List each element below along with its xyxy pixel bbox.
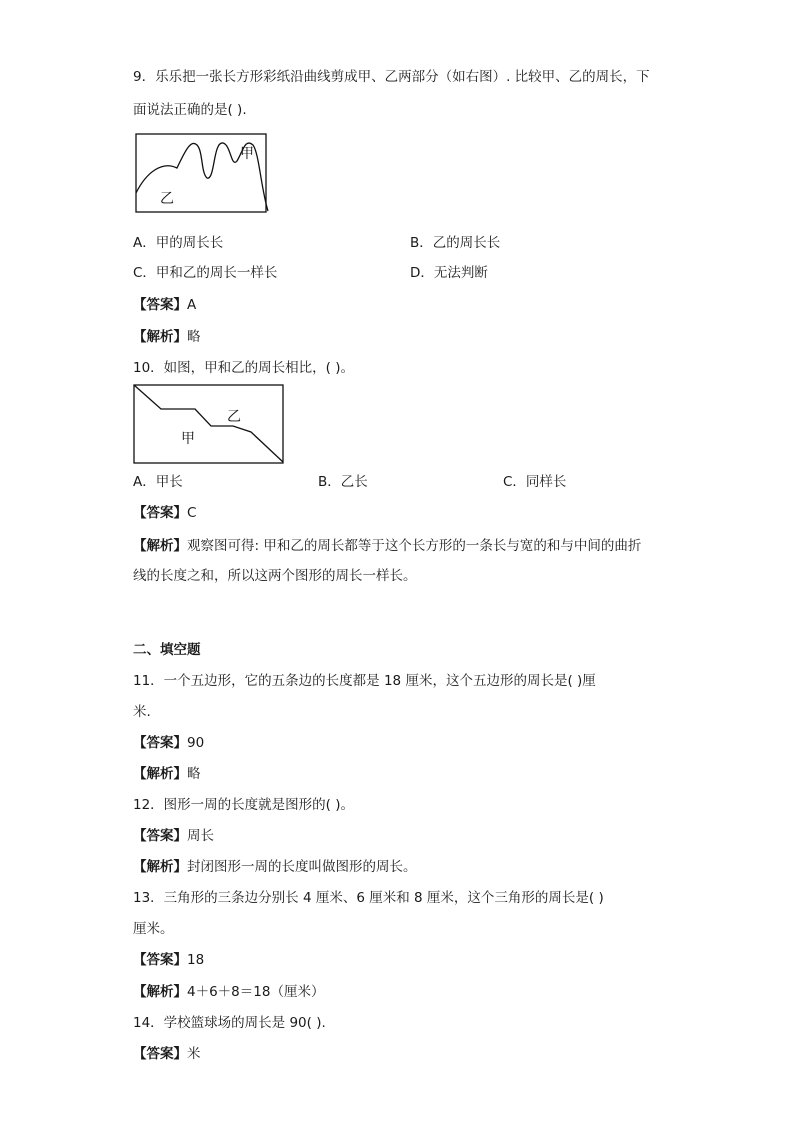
analysis-text: 封闭图形一周的长度叫做图形的周长。 [187,859,417,875]
q9-option-c: C．甲和乙的周长一样长 [133,265,278,281]
q10-text: 10．如图，甲和乙的周长相比，( )。 [133,360,355,376]
q12-text: 12．图形一周的长度就是图形的( )。 [133,797,355,813]
q13-text-line1: 13．三角形的三条边分别长 4 厘米、6 厘米和 8 厘米，这个三角形的周长是( ) [133,890,604,906]
q14-text: 14．学校篮球场的周长是 90( ). [133,1015,326,1031]
q12-answer [133,827,214,845]
analysis-tag: 【解析】 [133,766,187,782]
answer-value: 90 [187,735,205,751]
q9-label-yi: 乙 [160,191,174,207]
answer-tag: 【答案】 [133,297,187,313]
analysis-text: 略 [187,329,201,345]
analysis-tag: 【解析】 [133,538,187,554]
q14-answer [133,1045,201,1063]
q9-option-b: B．乙的周长长 [410,235,501,251]
q9-text-line2: 面说法正确的是( ). [133,102,247,118]
analysis-tag: 【解析】 [133,859,187,875]
q9-label-jia: 甲 [240,146,254,162]
q10-answer [133,504,196,522]
q9-figure [135,133,269,213]
q11-text-line2: 米. [133,704,151,720]
q10-label-yi: 乙 [227,409,241,425]
q9-option-d: D．无法判断 [410,265,488,281]
q10-option-a: A．甲长 [133,474,183,490]
q9-answer [133,296,196,314]
q10-figure [133,384,285,466]
q12-analysis [133,858,417,876]
q9-analysis [133,328,201,346]
answer-value: 18 [187,952,205,968]
q9-text-line1: 9．乐乐把一张长方形彩纸沿曲线剪成甲、乙两部分（如右图）. 比较甲、乙的周长，下 [133,69,650,85]
q11-answer [133,734,204,752]
answer-tag: 【答案】 [133,828,187,844]
answer-tag: 【答案】 [133,952,187,968]
q13-answer [133,951,204,969]
q9-option-a: A．甲的周长长 [133,235,224,251]
analysis-tag: 【解析】 [133,984,187,1000]
q10-option-c: C．同样长 [503,474,567,490]
answer-tag: 【答案】 [133,1046,187,1062]
q10-label-jia: 甲 [181,431,195,447]
answer-value: C [187,505,197,521]
q13-text-line2: 厘米。 [133,921,174,937]
q11-text-line1: 11．一个五边形，它的五条边的长度都是 18 厘米，这个五边形的周长是( )厘 [133,673,596,689]
answer-tag: 【答案】 [133,505,187,521]
answer-value: A [187,297,197,313]
analysis-tag: 【解析】 [133,329,187,345]
q13-analysis [133,983,324,1001]
analysis-text: 4＋6＋8＝18（厘米） [187,984,325,1000]
analysis-text: 观察图可得: 甲和乙的周长都等于这个长方形的一条长与宽的和与中间的曲折 [187,538,642,554]
analysis-text: 略 [187,766,201,782]
q10-analysis-line2: 线的长度之和，所以这两个图形的周长一样长。 [133,568,417,584]
q10-option-b: B．乙长 [318,474,368,490]
answer-value: 米 [187,1046,201,1062]
q11-analysis [133,765,201,783]
answer-tag: 【答案】 [133,735,187,751]
answer-value: 周长 [187,828,214,844]
q10-analysis-line1 [133,537,641,555]
section-title: 二、填空题 [133,642,201,658]
